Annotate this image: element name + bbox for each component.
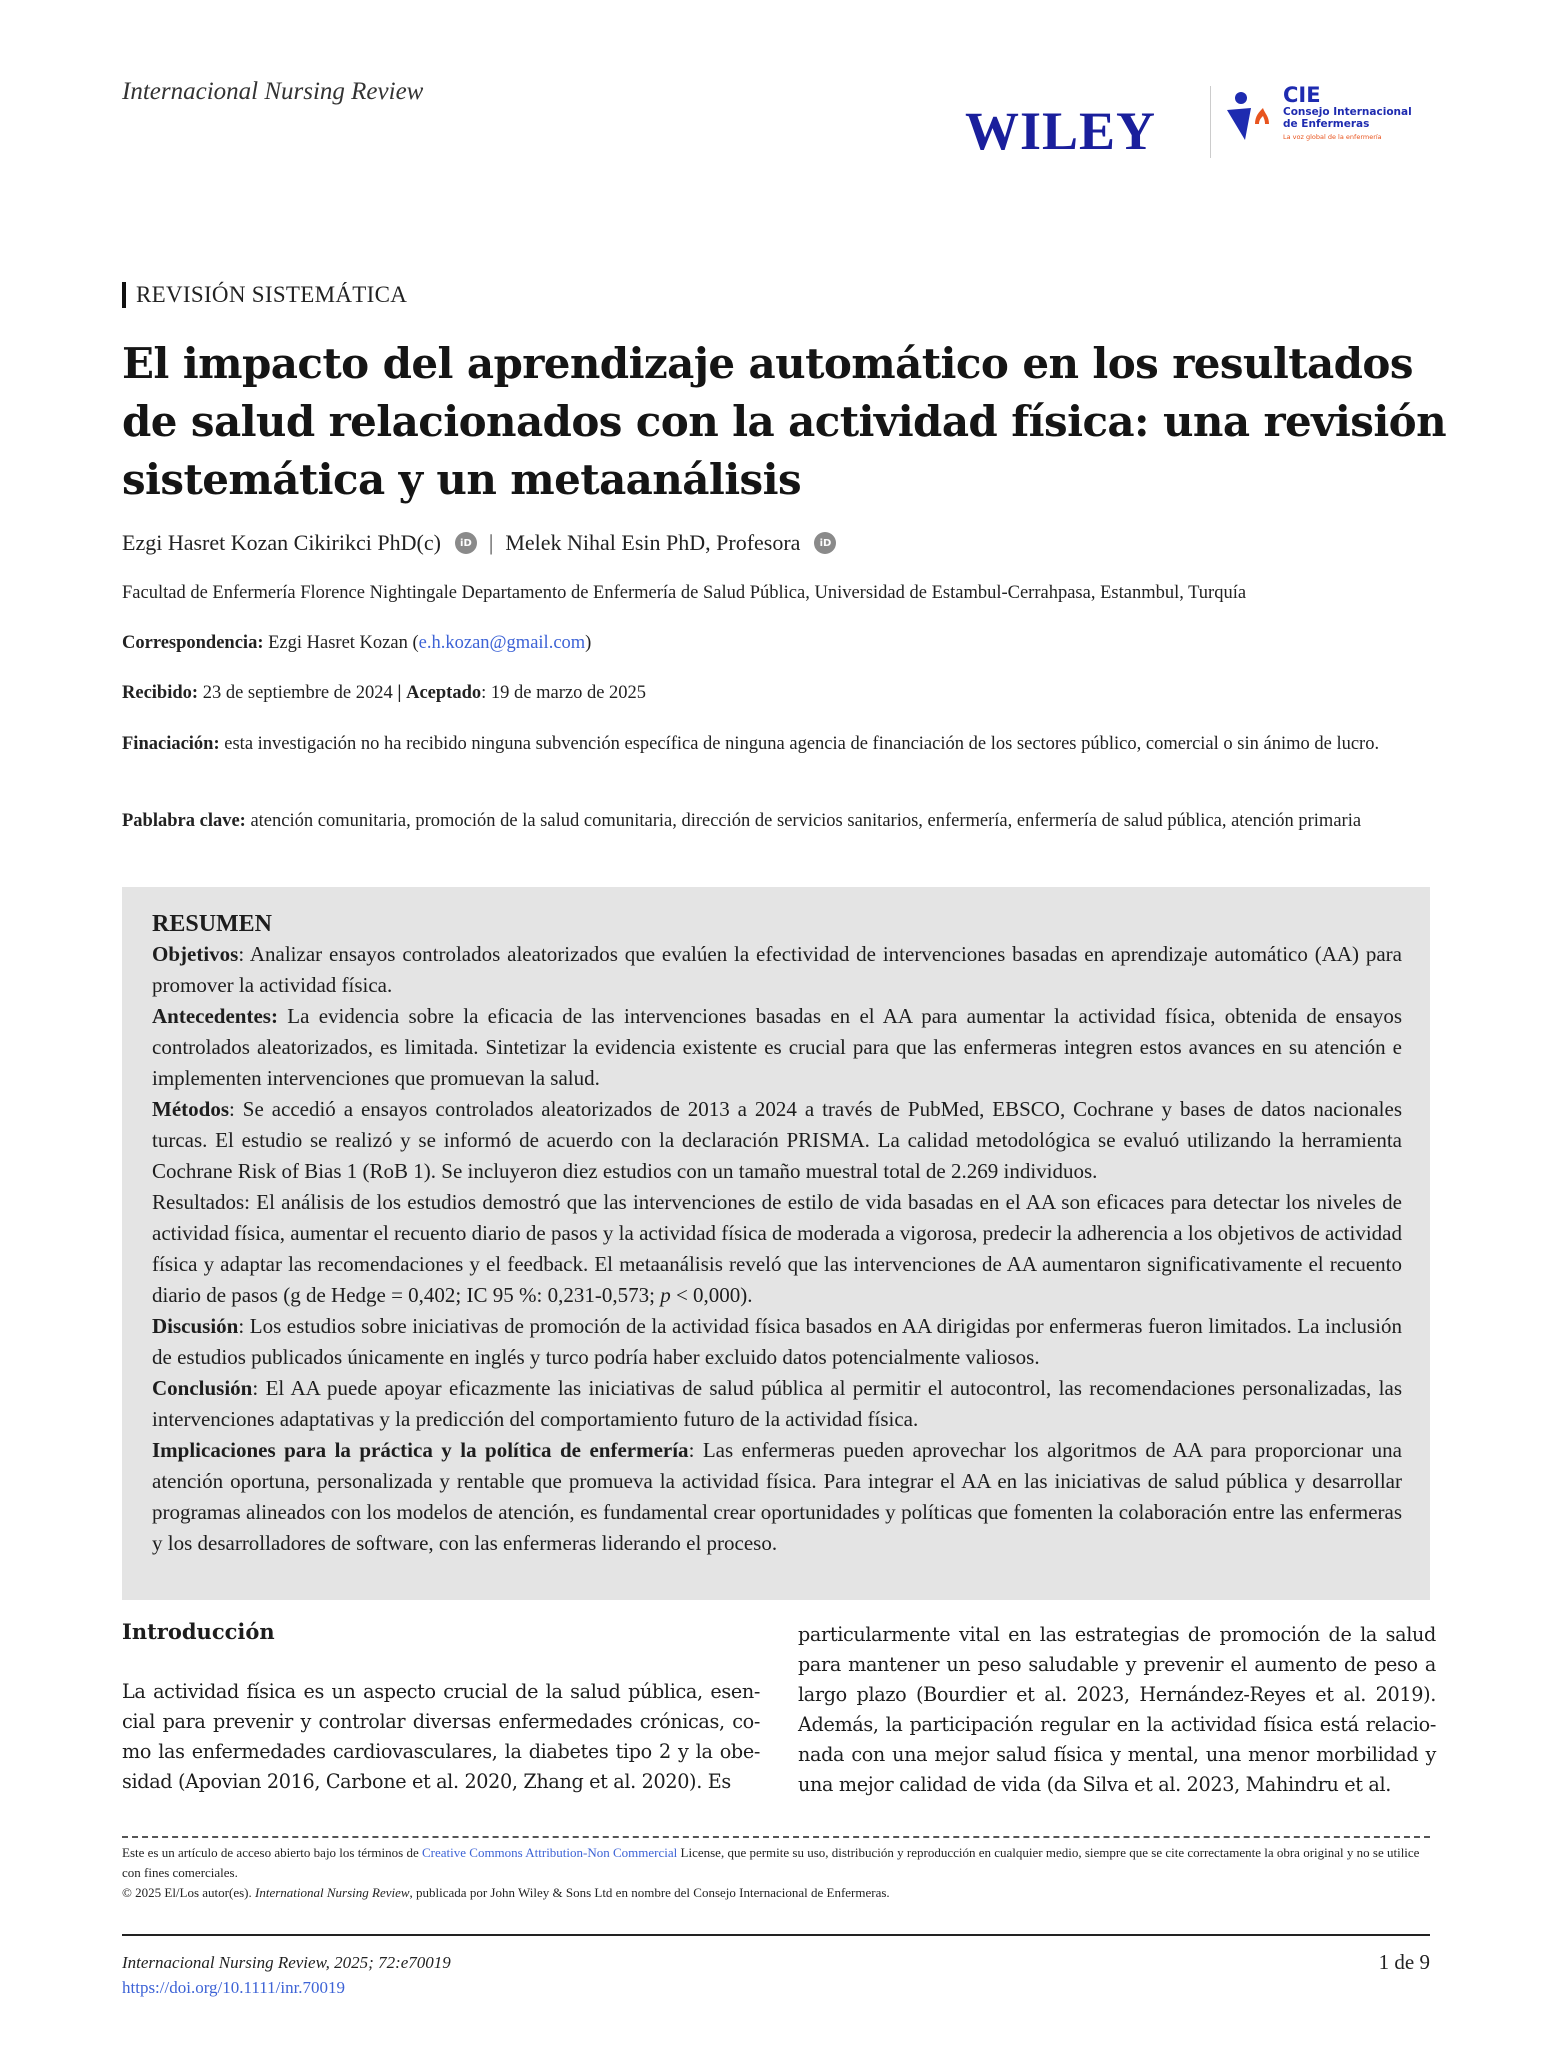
page-number: 1 de 9 — [1378, 1950, 1430, 1974]
abstract-text: El AA puede apoyar eficazmente las iniciativas de salud pública al permitir el autocontrol, las recomendaciones personalizadas, las intervenciones adaptativas y la predicción del comportamiento futuro de la actividad física. — [152, 1376, 1402, 1431]
funding-label: Finaciación: — [122, 734, 220, 754]
label-sep: : — [238, 942, 250, 966]
p-value-symbol: p — [660, 1283, 671, 1307]
orcid-icon[interactable]: iD — [455, 532, 477, 554]
cie-logo-text — [1283, 84, 1412, 143]
abstract-results — [152, 1187, 1402, 1311]
abstract-text: Se accedió a ensayos controlados aleatorizados de 2013 a 2024 a través de PubMed, EBSCO, Cochrane y bases de datos nacionales turcas. El estudio se realizó y se informó de acuerdo con la declaración PRISMA. La calidad metodológica se evaluó utilizando la herramienta Cochrane Risk of Bias 1 (RoB 1). Se incluyeron diez estudios con un tamaño muestral total de 2.269 individuos. — [152, 1097, 1402, 1183]
cie-name-line2: de Enfermeras — [1283, 118, 1370, 130]
copyright-text — [122, 1883, 1430, 1903]
dates: Recibido: 23 de septiembre de 2024 | Aceptado: 19 de marzo de 2025 — [122, 683, 647, 703]
abstract-box — [122, 887, 1430, 1600]
license-text-after: License, que permite su uso, distribución y reproducción en cualquier medio, siempre que se cite correctamente la obra original y no se utilice con fines comerciales. — [122, 1845, 1420, 1880]
body-paragraph: La actividad física es un aspecto crucial de la salud pública, esen-cial para prevenir y controlar diversas enfermedades crónicas, co-mo las enfermedades cardiovasculares, la diabetes tipo 2 y la obe-sidad (Apovian 2016, Carbone et al. 2020, Zhang et al. 2020). Es — [122, 1680, 760, 1793]
abstract-heading: RESUMEN — [152, 911, 273, 937]
license-link[interactable]: Creative Commons Attribution-Non Commercial — [421, 1845, 678, 1860]
funding — [122, 731, 1452, 758]
cie-logo-icon — [1225, 90, 1275, 146]
keywords-text: atención comunitaria, promoción de la salud comunitaria, dirección de servicios sanitarios, enfermería, enfermería de salud pública, atención primaria — [250, 811, 1362, 831]
article-type — [122, 282, 407, 308]
affiliation: Facultad de Enfermería Florence Nightingale Departamento de Enfermería de Salud Pública, Universidad de Estambul-Cerrahpasa, Estanmbul, Turquía — [122, 583, 1247, 603]
abstract-text: La evidencia sobre la eficacia de las intervenciones basadas en el AA para aumentar la actividad física, obtenida de ensayos controlados aleatorizados, es limitada. Sintetizar la evidencia existente es crucial para que las enfermeras integren estos avances en su atención e implementen intervenciones que promuevan la salud. — [152, 1004, 1402, 1090]
keywords — [122, 808, 1452, 835]
abstract-discussion — [152, 1311, 1402, 1373]
abstract-objectives — [152, 939, 1402, 1001]
footer-citation: Internacional Nursing Review, 2025; 72:e70019 — [122, 1953, 451, 1972]
author-name: Melek Nihal Esin PhD, Profesora — [505, 530, 801, 555]
abstract-background — [152, 1001, 1402, 1094]
abstract-text: Analizar ensayos controlados aleatorizados que evalúen la efectividad de intervenciones basadas en aprendizaje automático (AA) para promover la actividad física. — [152, 942, 1402, 997]
journal-name-header: Internacional Nursing Review — [122, 78, 424, 105]
body-paragraph: particularmente vital en las estrategias de promoción de la salud para mantener un peso saludable y prevenir el aumento de peso a largo plazo (Bourdier et al. 2023, Hernández-Reyes et al. 2019). Además, la participación regular en la actividad física está relacio-nada con una mejor salud física y mental, una menor morbilidad y una mejor calidad de vida (da Silva et al. 2023, Mahindru et al. — [798, 1623, 1436, 1796]
abstract-label: Implicaciones para la práctica y la política de enfermería — [152, 1438, 689, 1462]
abstract-label: Discusión — [152, 1314, 239, 1338]
logo-divider — [1210, 86, 1211, 158]
abstract-label: Objetivos — [152, 942, 239, 966]
body-column-left — [122, 1617, 760, 1797]
abstract-text: Las enfermeras pueden aprovechar los algoritmos de AA para proporcionar una atención oportuna, personalizada y rentable que promueva la actividad física. Para integrar el AA en las iniciativas de salud pública y desarrollar programas alineados con los modelos de atención, es fundamental crear oportunidades y políticas que fomenten la colaboración entre las enfermeras y los desarrolladores de software, con las enfermeras liderando el proceso. — [152, 1438, 1403, 1555]
label-sep: : — [229, 1097, 243, 1121]
abstract-text: Los estudios sobre iniciativas de promoción de la actividad física basados en AA dirigidas por enfermeras fueron limitados. La inclusión de estudios publicados únicamente en inglés y turco podría haber excluido datos potencialmente valiosos. — [152, 1314, 1402, 1369]
copyright-after: , publicada por John Wiley & Sons Ltd en nombre del Consejo Internacional de Enfermeras. — [409, 1885, 890, 1900]
correspondence-name: Ezgi Hasret Kozan — [268, 633, 408, 653]
correspondence: Correspondencia: Ezgi Hasret Kozan (e.h.kozan@gmail.com) — [122, 633, 592, 653]
label-sep — [278, 1004, 287, 1028]
publisher-logos — [965, 78, 1425, 168]
funding-text: esta investigación no ha recibido ninguna subvención específica de ninguna agencia de financiación de los sectores público, comercial o sin ánimo de lucro. — [224, 734, 1380, 754]
correspondence-label: Correspondencia: — [122, 633, 264, 653]
cie-abbr: CIE — [1283, 83, 1321, 107]
label-sep: : — [252, 1376, 266, 1400]
section-bar — [122, 282, 126, 308]
received-date: 23 de septiembre de 2024 — [202, 683, 393, 703]
orcid-icon[interactable]: iD — [814, 532, 836, 554]
abstract-label: Conclusión — [152, 1376, 253, 1400]
email-link[interactable]: e.h.kozan@gmail.com — [418, 633, 586, 653]
cie-name-line1: Consejo Internacional — [1283, 106, 1412, 118]
label-sep: : — [238, 1314, 250, 1338]
abstract-text: < 0,000). — [670, 1283, 753, 1307]
article-type-label: REVISIÓN SISTEMÁTICA — [136, 282, 408, 307]
footer-rule — [122, 1934, 1430, 1936]
abstract-conclusion — [152, 1373, 1402, 1435]
wiley-logo: WILEY — [965, 101, 1157, 161]
license-divider — [122, 1836, 1430, 1838]
keywords-label: Pablabra clave: — [122, 811, 246, 831]
cie-tagline: La voz global de la enfermería — [1283, 133, 1382, 141]
author-name: Ezgi Hasret Kozan Cikirikci PhD(c) — [122, 530, 441, 555]
abstract-label: Antecedentes: — [152, 1004, 278, 1028]
author-list — [122, 530, 846, 556]
section-heading-introduction: Introducción — [122, 1619, 275, 1644]
abstract-label: Métodos — [152, 1097, 229, 1121]
abstract-implications — [152, 1435, 1402, 1559]
copyright-journal: International Nursing Review — [255, 1885, 410, 1900]
accepted-label: Aceptado — [406, 683, 482, 703]
accepted-date: 19 de marzo de 2025 — [490, 683, 647, 703]
body-column-right — [798, 1620, 1436, 1800]
abstract-methods — [152, 1094, 1402, 1187]
abstract-text: El análisis de los estudios demostró que las intervenciones de estilo de vida basadas en el AA son eficaces para detectar los niveles de actividad física, aumentar el recuento diario de pasos y la actividad física de moderada a vigorosa, predecir la adherencia a los objetivos de actividad física y adaptar las recomendaciones y el feedback. El metaanálisis reveló que las intervenciones de AA aumentaron significativamente el recuento diario de pasos (g de Hedge = 0,402; IC 95 %: 0,231-0,573; — [152, 1190, 1403, 1307]
copyright-before: © 2025 El/Los autor(es). — [122, 1885, 255, 1900]
article-title: El impacto del aprendizaje automático en los resultados de salud relacionados con la actividad física: una revisión sistemática y un metaanálisis — [122, 339, 1447, 504]
doi-link[interactable]: https://doi.org/10.1111/inr.70019 — [122, 1978, 346, 1997]
license-notice — [122, 1843, 1430, 1903]
abstract-label: Resultados: — [152, 1190, 250, 1214]
label-sep: : — [688, 1438, 703, 1462]
received-label: Recibido: — [122, 683, 199, 703]
license-text-before: Este es un artículo de acceso abierto bajo los términos de — [122, 1845, 422, 1860]
dates-separator: | — [397, 683, 402, 703]
license-text — [122, 1843, 1430, 1883]
author-separator: | — [488, 530, 494, 555]
